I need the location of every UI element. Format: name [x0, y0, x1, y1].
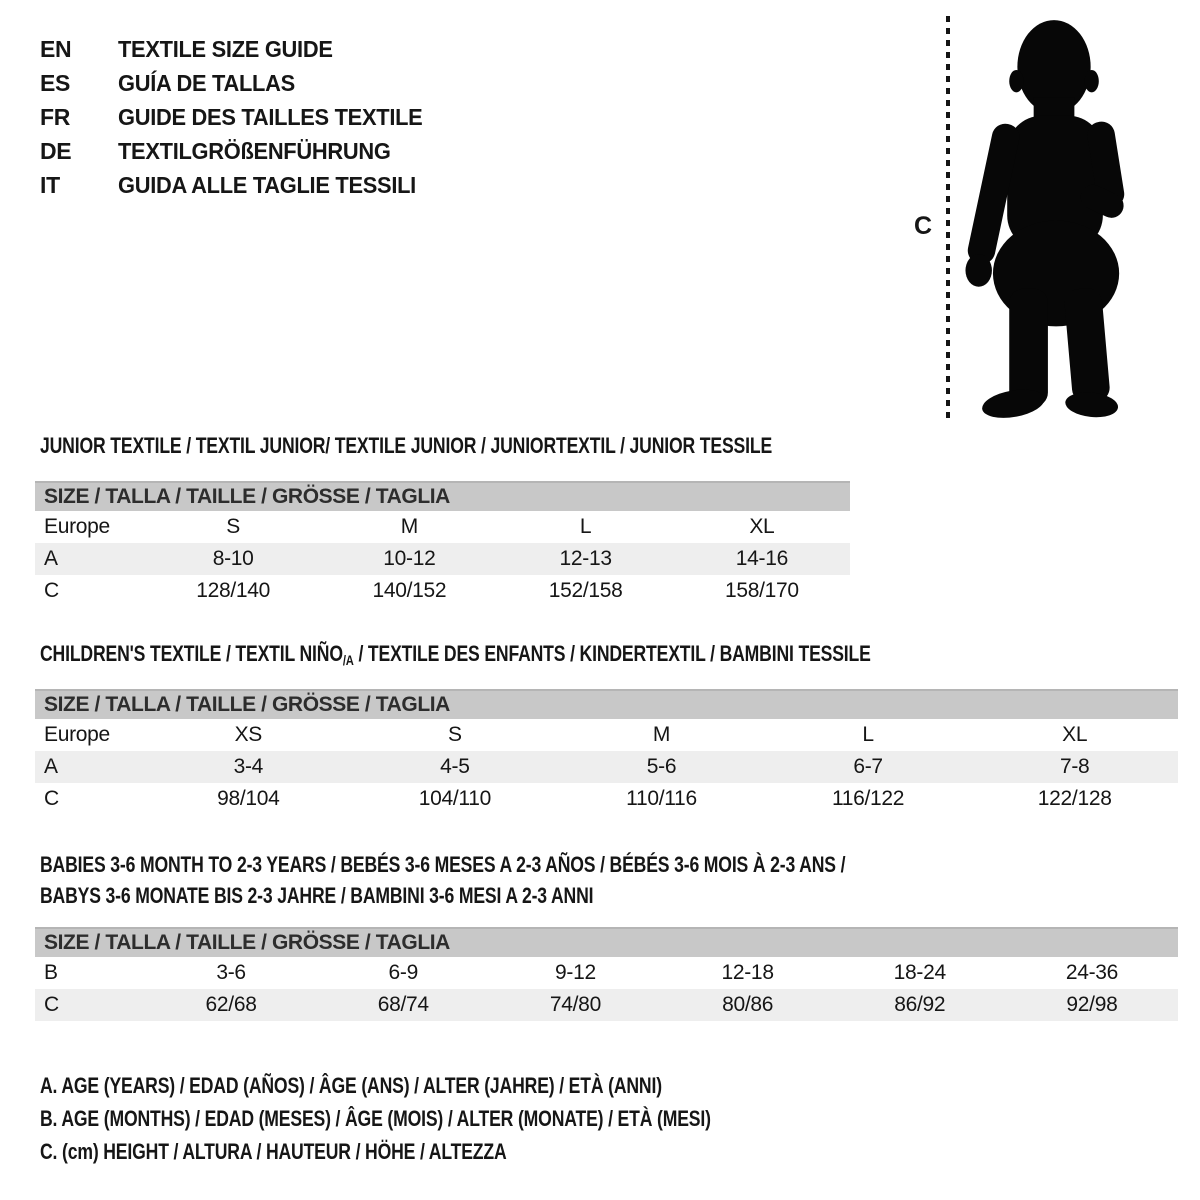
guide-title: TEXTILE SIZE GUIDE	[118, 35, 333, 62]
babies-title-line1	[40, 849, 1047, 880]
table-cell: 92/98	[1066, 993, 1118, 1016]
table-cell: 86/92	[894, 993, 946, 1016]
babies-section-title	[40, 849, 1047, 911]
table-row	[35, 511, 850, 543]
row-label: C	[44, 579, 59, 602]
table-cell: L	[862, 723, 874, 746]
table-cell: 10-12	[383, 547, 436, 570]
table-cell: 24-36	[1065, 961, 1119, 984]
row-label: Europe	[44, 723, 110, 746]
table-cell: 8-10	[212, 547, 254, 570]
height-dashed-line	[946, 16, 950, 418]
table-row	[35, 543, 850, 575]
children-title-post: / TEXTILE DES ENFANTS / KINDERTEXTIL / BAMBINI TESSILE	[353, 641, 871, 666]
language-row	[40, 168, 439, 202]
table-cell: XL	[1062, 723, 1088, 746]
table-cell: 4-5	[440, 755, 470, 778]
children-size-table	[35, 689, 1178, 815]
row-label: A	[44, 547, 58, 570]
children-title-subscript: /A	[342, 652, 354, 668]
junior-section-title	[40, 433, 955, 459]
row-label: A	[44, 755, 58, 778]
table-cell: 7-8	[1059, 755, 1090, 778]
table-row	[35, 957, 1178, 989]
size-table-header	[35, 927, 1178, 957]
table-cell: 18-24	[893, 961, 946, 984]
footnote-a	[40, 1069, 878, 1102]
table-cell: M	[400, 515, 418, 538]
children-section-title-text	[40, 641, 871, 669]
table-cell: M	[652, 723, 671, 746]
table-cell: 62/68	[205, 993, 257, 1016]
table-cell: 140/152	[372, 579, 447, 602]
size-table-header	[35, 481, 850, 511]
language-row	[40, 134, 439, 168]
table-cell: 74/80	[549, 993, 601, 1016]
babies-title-line2	[40, 880, 1047, 911]
table-row	[35, 751, 1178, 783]
table-cell: XL	[749, 515, 775, 538]
row-label: Europe	[44, 515, 110, 538]
size-table-header-text: SIZE / TALLA / TAILLE / GRÖSSE / TAGLIA	[44, 485, 450, 508]
guide-title: GUIDE DES TAILLES TEXTILE	[118, 103, 423, 130]
table-cell: 80/86	[722, 993, 774, 1016]
footnote-a-text: A. AGE (YEARS) / EDAD (AÑOS) / ÂGE (ANS) / ALTER (JAHRE) / ETÀ (ANNI)	[40, 1073, 662, 1098]
table-cell: 12-13	[559, 547, 612, 570]
children-section-title	[40, 641, 1078, 669]
table-cell: 12-18	[721, 961, 774, 984]
table-cell: 14-16	[735, 547, 788, 570]
guide-title: TEXTILGRÖßENFÜHRUNG	[118, 137, 391, 164]
table-cell: 3-6	[216, 961, 246, 984]
babies-size-table	[35, 927, 1178, 1021]
language-row	[40, 32, 439, 66]
guide-title: GUÍA DE TALLAS	[118, 69, 295, 96]
table-row	[35, 989, 1178, 1021]
table-cell: 6-7	[853, 755, 883, 778]
junior-size-table	[35, 481, 850, 607]
footnote-b-text: B. AGE (MONTHS) / EDAD (MESES) / ÂGE (MOIS) / ALTER (MONATE) / ETÀ (MESI)	[40, 1106, 711, 1131]
row-label: C	[44, 787, 59, 810]
junior-section-title-text: JUNIOR TEXTILE / TEXTIL JUNIOR/ TEXTILE JUNIOR / JUNIORTEXTIL / JUNIOR TESSILE	[40, 433, 773, 458]
language-code: ES	[40, 69, 71, 96]
row-label: C	[44, 993, 59, 1016]
table-cell: 116/122	[831, 787, 905, 810]
table-cell: 6-9	[388, 961, 418, 984]
table-row	[35, 719, 1178, 751]
baby-silhouette-icon	[962, 16, 1144, 418]
table-cell: 104/110	[418, 787, 492, 810]
table-cell: 68/74	[377, 993, 429, 1016]
footnote-b	[40, 1102, 878, 1135]
language-row	[40, 100, 439, 134]
table-cell: 9-12	[555, 961, 596, 984]
height-measure-label: C	[914, 212, 933, 240]
guide-title: GUIDA ALLE TAGLIE TESSILI	[118, 171, 416, 198]
children-title-pre: CHILDREN'S TEXTILE / TEXTIL NIÑO	[40, 641, 343, 666]
language-code: IT	[40, 171, 60, 198]
table-cell: 5-6	[646, 755, 677, 778]
babies-title-line2-text: BABYS 3-6 MONATE BIS 2-3 JAHRE / BAMBINI 3-6 MESI A 2-3 ANNI	[40, 883, 594, 908]
table-cell: 98/104	[217, 787, 280, 810]
size-table-header-text: SIZE / TALLA / TAILLE / GRÖSSE / TAGLIA	[44, 931, 450, 954]
language-row	[40, 66, 439, 100]
baby-figure	[900, 0, 1200, 435]
language-code: EN	[40, 35, 72, 62]
footnote-legend	[40, 1069, 878, 1168]
table-cell: XS	[234, 723, 262, 746]
table-cell: 122/128	[1037, 787, 1112, 810]
footnote-c	[40, 1135, 878, 1168]
footnote-c-text: C. (cm) HEIGHT / ALTURA / HAUTEUR / HÖHE / ALTEZZA	[40, 1139, 507, 1164]
table-row	[35, 575, 850, 607]
table-cell: S	[226, 515, 240, 538]
table-cell: L	[579, 515, 592, 538]
table-cell: 158/170	[724, 579, 799, 602]
table-row	[35, 783, 1178, 815]
language-code: FR	[40, 103, 71, 130]
table-cell: 110/116	[626, 787, 697, 810]
table-cell: 3-4	[233, 755, 264, 778]
size-table-header-text: SIZE / TALLA / TAILLE / GRÖSSE / TAGLIA	[44, 693, 450, 716]
language-code: DE	[40, 137, 72, 164]
size-table-header	[35, 689, 1178, 719]
row-label: B	[44, 961, 58, 984]
table-cell: S	[448, 723, 462, 746]
language-title-list	[40, 32, 439, 202]
table-cell: 128/140	[196, 579, 271, 602]
table-cell: 152/158	[548, 579, 623, 602]
babies-title-line1-text: BABIES 3-6 MONTH TO 2-3 YEARS / BEBÉS 3-6 MESES A 2-3 AÑOS / BÉBÉS 3-6 MOIS À 2-3 ANS /	[40, 852, 846, 877]
